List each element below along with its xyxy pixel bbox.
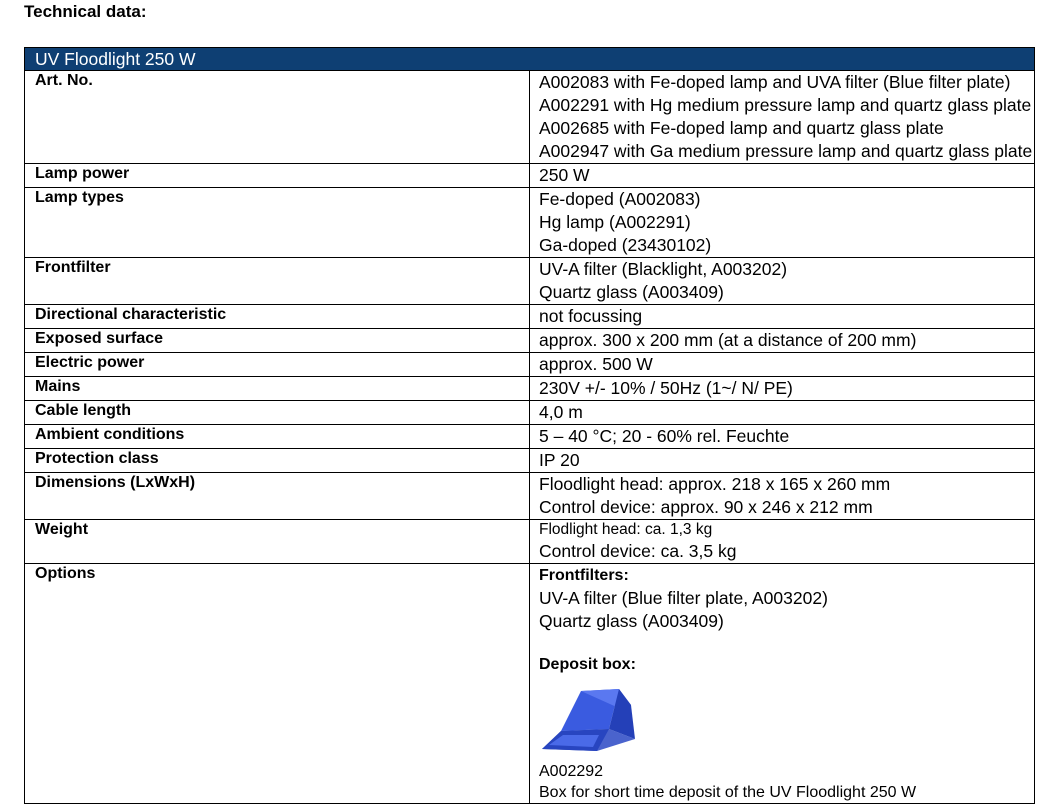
option-frontfilter-line: Quartz glass (A003409) [539, 611, 724, 631]
table-row [25, 564, 1035, 804]
deposit-box-art-no: A002292 [539, 763, 604, 780]
row-label-exposed-surface: Exposed surface [25, 329, 530, 353]
weight-line: Flodlight head: ca. 1,3 kg [539, 521, 713, 538]
art-no-line: A002947 with Ga medium pressure lamp and quartz glass plate [539, 141, 1033, 161]
art-no-line: A002291 with Hg medium pressure lamp and quartz glass plate [539, 95, 1032, 115]
row-label-ambient: Ambient conditions [25, 425, 530, 449]
table-row [25, 329, 1035, 353]
row-value-options [530, 564, 1035, 804]
row-label-weight: Weight [25, 520, 530, 564]
technical-data-table [24, 47, 1035, 804]
row-label-cable-length: Cable length [25, 401, 530, 425]
table-row [25, 401, 1035, 425]
row-label-art-no: Art. No. [25, 71, 530, 164]
table-row [25, 473, 1035, 520]
weight-line: Control device: ca. 3,5 kg [539, 541, 737, 561]
row-label-mains: Mains [25, 377, 530, 401]
row-label-dimensions: Dimensions (LxWxH) [25, 473, 530, 520]
deposit-box-description: Box for short time deposit of the UV Floodlight 250 W [539, 784, 917, 801]
dimensions-line: Floodlight head: approx. 218 x 165 x 260 mm [539, 474, 891, 494]
row-value-art-no [530, 71, 1035, 164]
table-row [25, 258, 1035, 305]
table-row [25, 164, 1035, 188]
table-title: UV Floodlight 250 W [25, 48, 1035, 71]
row-label-electric-power: Electric power [25, 353, 530, 377]
option-frontfilter-line: UV-A filter (Blue filter plate, A003202) [539, 588, 828, 608]
frontfilter-line: UV-A filter (Blacklight, A003202) [539, 259, 788, 279]
row-label-lamp-power: Lamp power [25, 164, 530, 188]
row-label-protection: Protection class [25, 449, 530, 473]
row-value-dimensions [530, 473, 1035, 520]
row-value-lamp-types [530, 188, 1035, 258]
row-value-protection: IP 20 [530, 449, 1035, 473]
row-value-exposed-surface: approx. 300 x 200 mm (at a distance of 200 mm) [530, 329, 1035, 353]
lamp-type-line: Ga-doped (23430102) [539, 235, 712, 255]
row-value-frontfilter [530, 258, 1035, 305]
lamp-type-line: Fe-doped (A002083) [539, 189, 701, 209]
table-row [25, 377, 1035, 401]
row-label-options: Options [25, 564, 530, 804]
deposit-box-image [539, 679, 639, 759]
row-value-mains: 230V +/- 10% / 50Hz (1~/ N/ PE) [530, 377, 1035, 401]
table-row [25, 449, 1035, 473]
page-heading: Technical data: [24, 2, 147, 21]
row-label-frontfilter: Frontfilter [25, 258, 530, 305]
row-label-directional: Directional characteristic [25, 305, 530, 329]
dimensions-line: Control device: approx. 90 x 246 x 212 mm [539, 497, 873, 517]
table-row [25, 188, 1035, 258]
row-value-directional: not focussing [530, 305, 1035, 329]
spacer [539, 633, 1034, 653]
table-row [25, 425, 1035, 449]
lamp-type-line: Hg lamp (A002291) [539, 212, 691, 232]
row-value-electric-power: approx. 500 W [530, 353, 1035, 377]
table-row [25, 71, 1035, 164]
row-value-lamp-power: 250 W [530, 164, 1035, 188]
table-header-row [25, 48, 1035, 71]
table-row [25, 353, 1035, 377]
art-no-line: A002685 with Fe-doped lamp and quartz glass plate [539, 118, 944, 138]
table-row [25, 305, 1035, 329]
table-row [25, 520, 1035, 564]
frontfilter-line: Quartz glass (A003409) [539, 282, 724, 302]
row-value-cable-length: 4,0 m [530, 401, 1035, 425]
deposit-box-heading: Deposit box: [539, 656, 636, 673]
row-label-lamp-types: Lamp types [25, 188, 530, 258]
frontfilters-heading: Frontfilters: [539, 567, 629, 584]
row-value-ambient: 5 – 40 °C; 20 - 60% rel. Feuchte [530, 425, 1035, 449]
row-value-weight [530, 520, 1035, 564]
art-no-line: A002083 with Fe-doped lamp and UVA filter (Blue filter plate) [539, 72, 1011, 92]
